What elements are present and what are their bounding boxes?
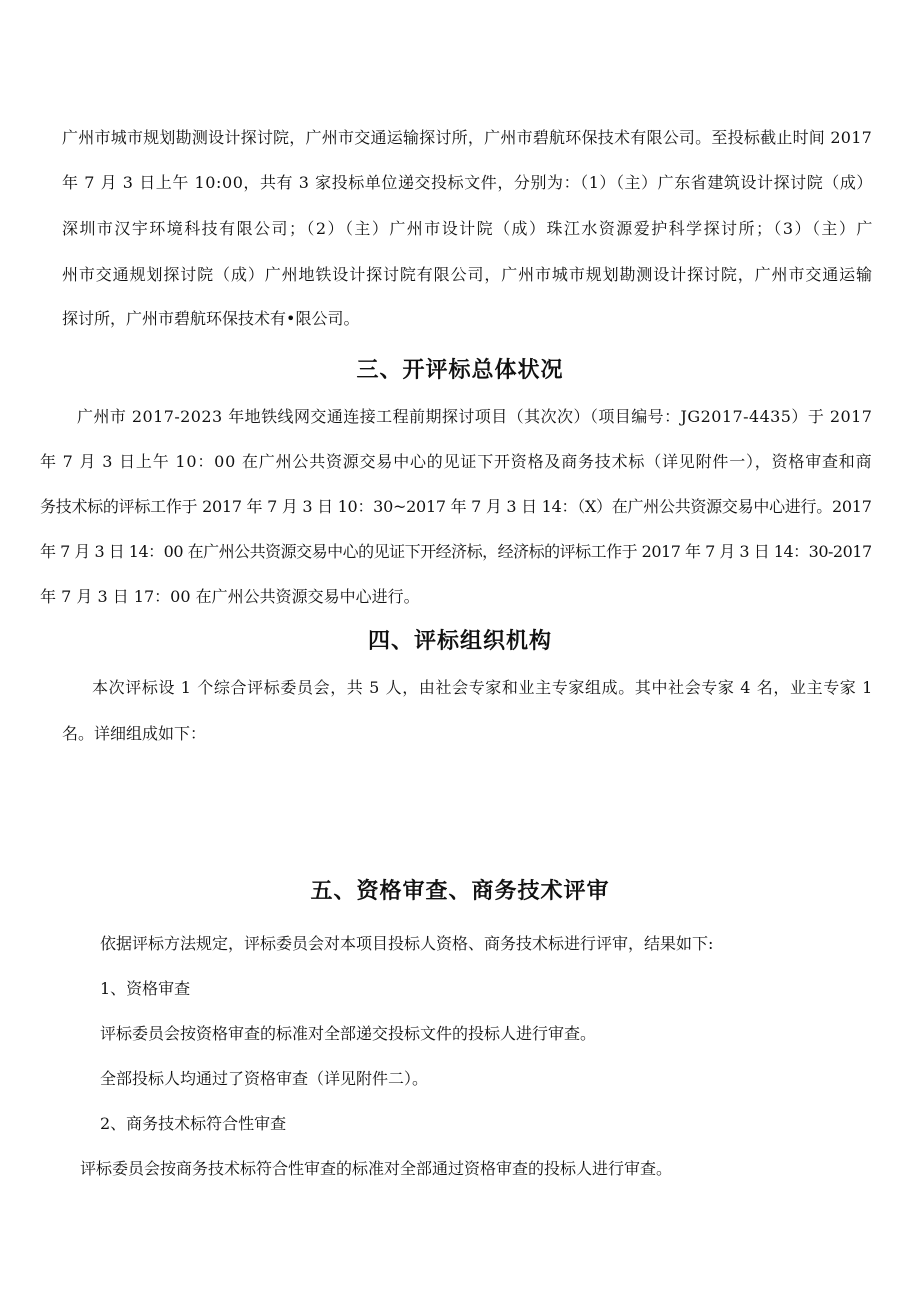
section4-line-2: 名。详细组成如下： xyxy=(62,724,207,743)
intro-line-1: 广州市城市规划勘测设计探讨院，广州市交通运输探讨所，广州市碧航环保技术有限公司。至投标截止时间 2017 xyxy=(62,128,873,147)
section3-line-2: 年 7 月 3 日上午 10：00 在广州公共资源交易中心的见证下开资格及商务技术标（详见附件一），资格审查和商 xyxy=(40,452,873,471)
intro-line-2: 年 7 月 3 日上午 10:00，共有 3 家投标单位递交投标文件，分别为：（1）（主）广东省建筑设计探讨院（成） xyxy=(62,173,873,192)
section5-subheading-2: 2、商务技术标符合性审查 xyxy=(100,1114,287,1133)
section5-line-1: 依据评标方法规定，评标委员会对本项目投标人资格、商务技术标进行评审，结果如下: xyxy=(100,934,714,953)
intro-line-5: 探讨所，广州市碧航环保技术有•限公司。 xyxy=(62,309,360,328)
intro-line-4: 州市交通规划探讨院（成）广州地铁设计探讨院有限公司，广州市城市规划勘测设计探讨院，广州市交通运输 xyxy=(62,265,873,284)
section5-line-4: 全部投标人均通过了资格审查（详见附件二）。 xyxy=(100,1069,429,1088)
section5-line-3: 评标委员会按资格审查的标准对全部递交投标文件的投标人进行审查。 xyxy=(100,1024,597,1043)
section5-line-6: 评标委员会按商务技术标符合性审查的标准对全部通过资格审查的投标人进行审查。 xyxy=(80,1159,673,1178)
section3-line-1: 广州市 2017-2023 年地铁线网交通连接工程前期探讨项目（其次次）（项目编号：JG2017-4435）于 2017 xyxy=(77,407,873,426)
section4-heading: 四、评标组织机构 xyxy=(367,629,552,654)
section5-heading: 五、资格审查、商务技术评审 xyxy=(310,879,610,904)
section3-line-5: 年 7 月 3 日 17：00 在广州公共资源交易中心进行。 xyxy=(40,587,420,606)
section5-subheading-1: 1、资格审查 xyxy=(100,979,191,998)
section4-line-1: 本次评标设 1 个综合评标委员会，共 5 人，由社会专家和业主专家组成。其中社会专家 4 名，业主专家 1 xyxy=(92,678,873,697)
section3-line-3: 务技术标的评标工作于 2017 年 7 月 3 日 10：30~2017 年 7 月 3 日 14：（X）在广州公共资源交易中心进行。2017 xyxy=(40,497,872,516)
section3-line-4: 年 7 月 3 日 14：00 在广州公共资源交易中心的见证下开经济标，经济标的评标工作于 2017 年 7 月 3 日 14：30-2017 xyxy=(40,542,872,561)
section3-heading: 三、开评标总体状况 xyxy=(356,358,564,383)
intro-line-3: 深圳市汉宇环境科技有限公司；（2）（主）广州市设计院（成）珠江水资源爱护科学探讨所；（3）（主）广 xyxy=(62,219,874,238)
